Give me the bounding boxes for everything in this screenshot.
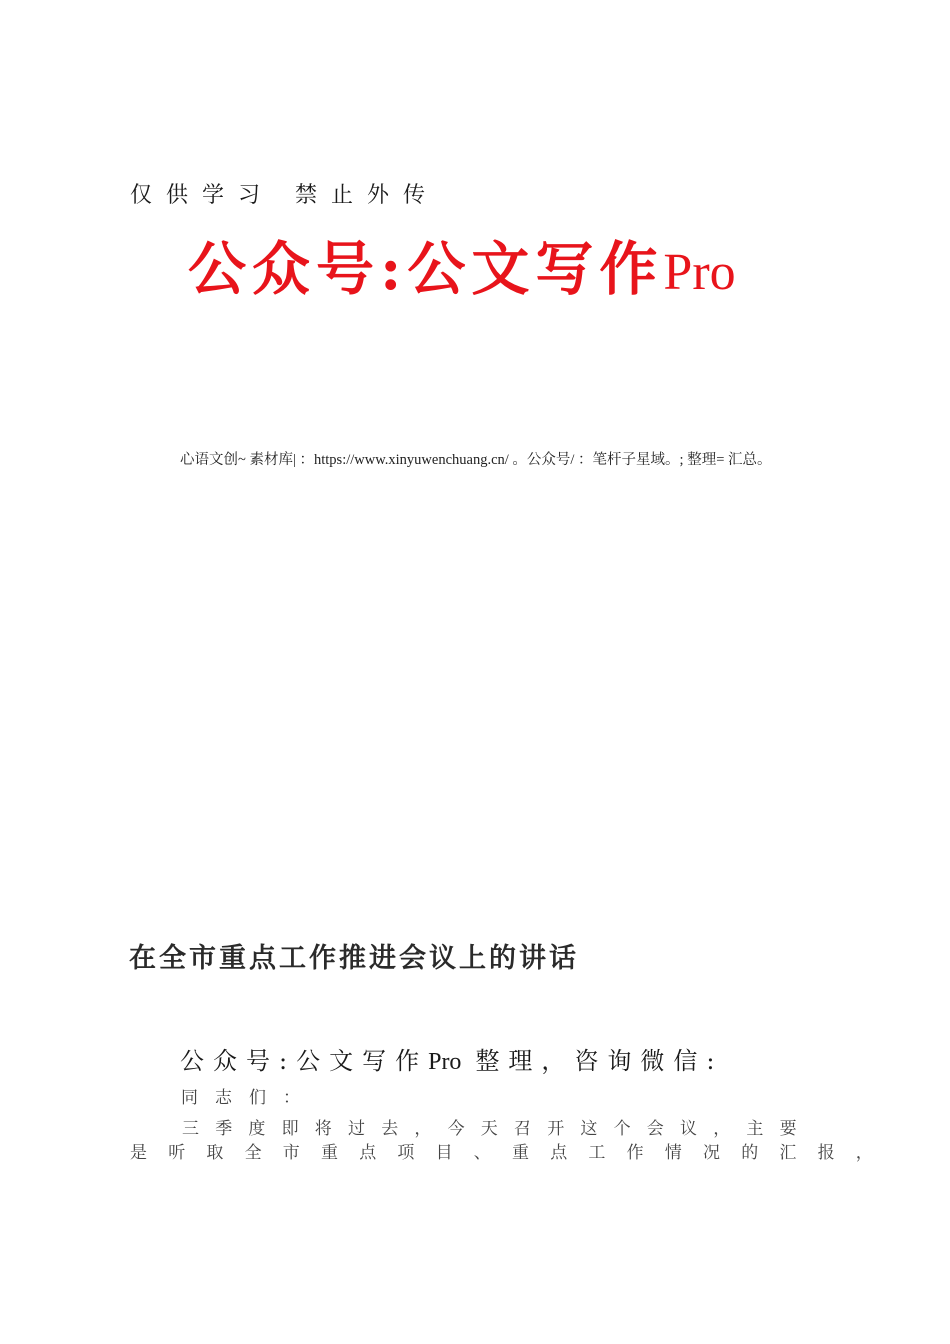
publisher-line [180,1041,724,1076]
banner-heading [188,222,736,306]
body-line-1: 三季度即将过去，今天召开这个会议，主要 [182,1119,813,1139]
document-title: 在全市重点工作推进会议上的讲话 [129,943,579,974]
body-paragraph [130,1117,894,1165]
banner-chinese-text: 公众号:公文写作 [188,235,664,303]
notice-text: 仅供学习 禁止外传 [130,183,439,208]
publisher-latin: Pro [428,1049,462,1075]
publisher-prefix: 公众号:公文写作 [180,1047,429,1075]
publisher-suffix: 整理，咨询微信: [475,1047,724,1075]
source-paragraph: 心语文创~ 素材库| ：https://www.xinyuwenchuang.cn/ 。公众号/ ：笔杆子星域。; 整理= 汇总。 [180,452,772,468]
banner-latin-text: Pro [663,244,736,301]
salutation: 同志们： [181,1088,317,1108]
body-line-2: 是听取全市重点项目、重点工作情况的汇报， [130,1143,894,1163]
